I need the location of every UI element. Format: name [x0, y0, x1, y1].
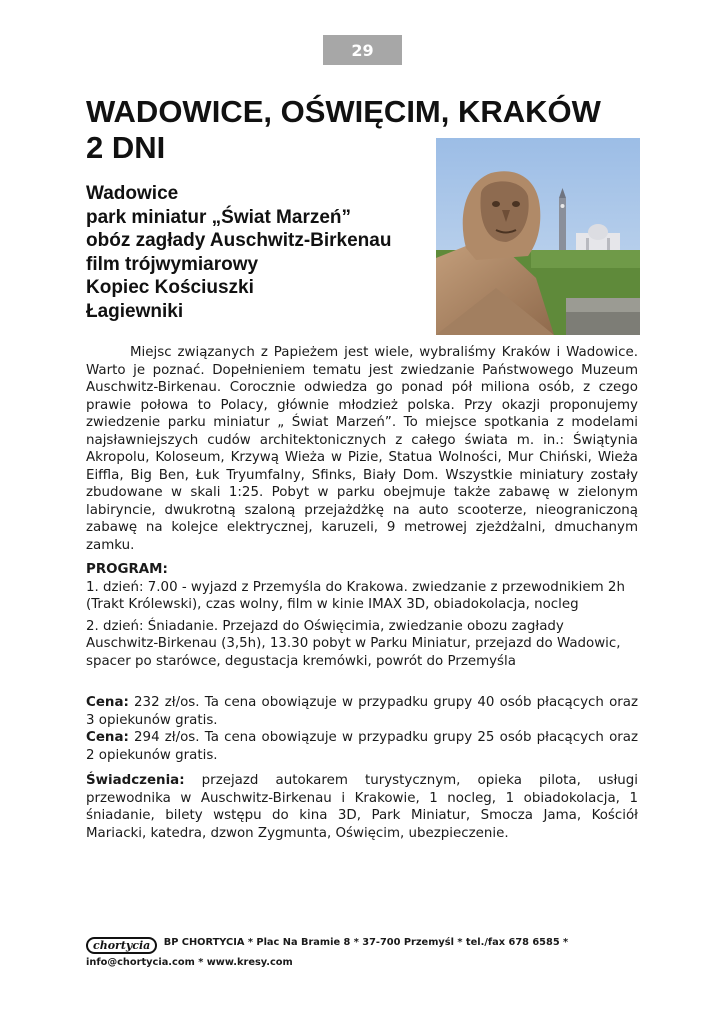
- title-line-1: WADOWICE, OŚWIĘCIM, KRAKÓW: [86, 94, 601, 129]
- page-number: 29: [323, 35, 402, 65]
- highlight-item: obóz zagłady Auschwitz-Birkenau: [86, 230, 392, 251]
- highlight-item: Kopiec Kościuszki: [86, 277, 254, 298]
- highlight-item: Łagiewniki: [86, 300, 184, 322]
- highlight-item: film trójwymiarowy: [86, 253, 259, 275]
- price-row: [86, 694, 638, 729]
- highlight-item: Wadowice: [86, 183, 179, 204]
- chortycia-logo: chortycia: [86, 937, 157, 954]
- footer: [86, 934, 638, 971]
- program-section: [86, 561, 638, 670]
- sphinx-miniature-park-photo: [436, 138, 640, 335]
- price-text: 232 zł/os. Ta cena obowiązuje w przypadku grupy 40 osób płacących oraz 3 opiekunów gratis.: [86, 695, 638, 728]
- intro-paragraph: Miejsc związanych z Papieżem jest wiele, wybraliśmy Kraków i Wadowice. Warto je poznać. Dopełnieniem tematu jest zwiedzanie Państwowego Muzeum Auschwitz-Birkenau. Corocznie odwiedza go ponad pół miliona osób, z czego prawie połowa to Polacy, głównie młodzież polska. Przy okazji proponujemy zwiedzenie parku miniatur „ Świat Marzeń”. To miejsce spotkania z modelami najsławniejszych cudów architektonicznych z całego świata m. in.: Świątynia Akropolu, Koloseum, Krzywą Wieża w Pizie, Statua Wolności, Mur Chiński, Wieża Eiffla, Big Ben, Łuk Tryumfalny, Sfinks, Biały Dom. Wszystkie miniatury zostały zbudowane w skali 1:25. Pobyt w parku obejmuje także zabawę w zielonym labiryncie, dwukrotną szaloną przejażdżkę na auto scooterze, nieograniczoną zabawę na kolejce elektrycznej, karuzeli, 9 metrowej zjeżdżalni, dmuchanym zamku.: [86, 345, 638, 553]
- price-label: Cena:: [86, 695, 129, 710]
- services-text: przejazd autokarem turystycznym, opieka pilota, usługi przewodnika w Auschwitz-Birkenau i Krakowie, 1 nocleg, 1 obiadokolacja, 1 śniadanie, bilety wstępu do kina 3D, Park Miniatur, Smocza Jama, Kościół Mariacki, katedra, dzwon Zygmunta, Oświęcim, ubezpieczenie.: [86, 773, 638, 841]
- price-row: [86, 729, 638, 764]
- highlight-item: park miniatur „Świat Marzeń”: [86, 206, 352, 228]
- highlights-list: [86, 182, 426, 323]
- footer-contact: BP CHORTYCIA * Plac Na Bramie 8 * 37-700 Przemyśl * tel./fax 678 6585 * info@chortycia.com * www.kresy.com: [86, 937, 569, 968]
- program-day-1: 1. dzień: 7.00 - wyjazd z Przemyśla do Krakowa. zwiedzanie z przewodnikiem 2h (Trakt Królewski), czas wolny, film w kinie IMAX 3D, obiadokolacja, nocleg: [86, 579, 625, 612]
- prices-section: [86, 694, 638, 764]
- price-label: Cena:: [86, 730, 129, 745]
- title-line-2: 2 DNI: [86, 130, 166, 165]
- price-text: 294 zł/os. Ta cena obowiązuje w przypadku grupy 25 osób płacących oraz 2 opiekunów gratis.: [86, 730, 638, 763]
- services-label: Świadczenia:: [86, 773, 185, 788]
- photo-illustration: [436, 138, 640, 335]
- services-paragraph: [86, 772, 638, 842]
- program-day-2: 2. dzień: Śniadanie. Przejazd do Oświęcimia, zwiedzanie obozu zagłady Auschwitz-Birkenau (3,5h), 13.30 pobyt w Parku Miniatur, przejazd do Wadowic, spacer po starówce, degustacja kremówki, powrót do Przemyśla: [86, 618, 621, 669]
- services-section: [86, 772, 638, 842]
- program-heading: PROGRAM:: [86, 562, 168, 577]
